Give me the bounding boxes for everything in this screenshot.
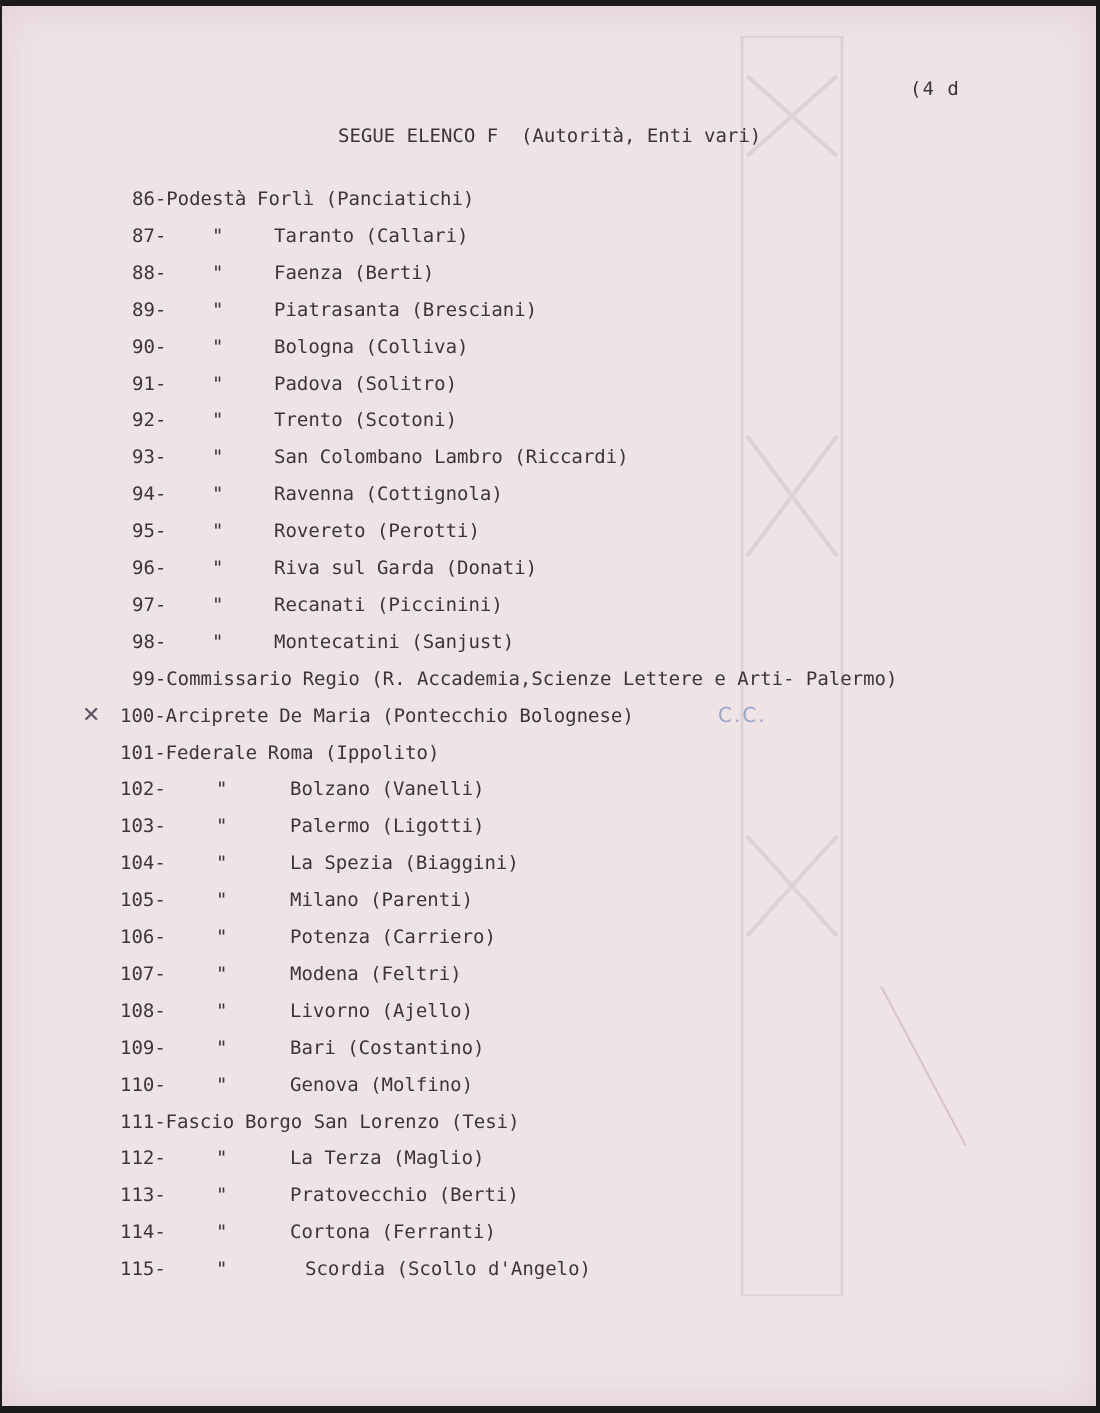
entry-number: 113- [120,1184,166,1207]
ditto-mark: " [216,962,228,985]
ditto-mark: " [212,593,224,616]
entry-role: Commissario [166,667,293,690]
ditto-mark: " [212,483,224,506]
ditto-mark: " [212,372,224,395]
entry-place: Padova (Solitro) [274,372,458,395]
entry-number: 86- [132,188,167,210]
entry-number: 103- [120,815,166,838]
entry-number: 112- [120,1147,166,1170]
handwritten-note: C.C. [718,703,767,727]
entry-place: Bari (Costantino) [290,1036,485,1059]
entry-number: 95- [132,520,167,543]
entry-place: Taranto (Callari) [274,224,469,247]
entry-number: 101- [120,741,166,764]
entry-number: 90- [132,335,167,358]
ditto-mark: " [212,520,224,543]
entry-place: Riva sul Garda (Donati) [274,557,538,579]
entry-number: 94- [132,483,167,506]
entry-place: De Maria (Pontecchio Bolognese) [279,704,634,727]
entry-number: 110- [120,1073,166,1096]
entry-place: Palermo (Ligotti) [290,815,485,838]
entry-number: 104- [120,852,166,875]
entry-place: Bolzano (Vanelli) [290,778,485,801]
entry-role: Podestà [166,188,247,210]
entry-number: 93- [132,446,167,469]
entry-place: Cortona (Ferranti) [290,1221,496,1244]
entry-number: 87- [132,224,167,247]
entry-number: 102- [120,778,166,801]
entry-place: Piatrasanta (Bresciani) [274,298,538,321]
ditto-mark: " [216,1036,228,1059]
entry-place: Livorno (Ajello) [290,999,474,1022]
entry-place: Modena (Feltri) [290,962,462,985]
entry-place: Faenza (Berti) [274,261,435,284]
entry-place: Ravenna (Cottignola) [274,483,503,506]
document-page [2,6,1096,1406]
entry-place: Recanati (Piccinini) [274,593,503,616]
ditto-mark: " [212,224,224,247]
ditto-mark: " [216,1184,228,1207]
entry-number: 105- [120,889,166,912]
ditto-mark: " [212,446,224,469]
entry-place: Pratovecchio (Berti) [290,1184,519,1207]
ditto-mark: " [212,630,224,653]
ditto-mark: " [212,261,224,284]
ditto-mark: " [216,852,228,875]
ditto-mark: " [216,1073,228,1096]
entry-number: 109- [120,1036,166,1059]
entry-number: 108- [120,999,166,1022]
entry-place: Regio (R. Accademia,Scienze Lettere e Arti- Palermo) [302,667,898,690]
ditto-mark: " [216,815,228,838]
entry-place: Genova (Molfino) [290,1073,474,1096]
ditto-mark: " [216,889,228,912]
ditto-mark: " [212,298,224,321]
entry-number: 88- [132,261,167,284]
ditto-mark: " [216,999,228,1022]
ditto-mark: " [216,778,228,801]
ditto-mark: " [212,409,224,432]
entry-role: Fascio [165,1110,235,1133]
entry-place: La Spezia (Biaggini) [290,852,519,875]
entry-number: 114- [120,1221,166,1244]
entry-role: Federale [165,741,258,764]
entry-number: 91- [132,372,167,395]
entry-place: Milano (Parenti) [290,889,474,912]
entry-place: Borgo San Lorenzo (Tesi) [245,1110,520,1133]
entry-number: 96- [132,557,167,579]
ditto-mark: " [216,1221,228,1244]
entry-place: Forlì (Panciatichi) [257,188,475,210]
entry-number: 106- [120,926,166,948]
entry-number: 97- [132,593,167,616]
paper-crease [880,986,966,1146]
entry-place: San Colombano Lambro (Riccardi) [274,446,629,469]
ditto-mark: " [216,926,228,948]
ditto-mark: " [212,335,224,358]
ditto-mark: " [216,1258,228,1281]
entry-number: 89- [132,298,167,321]
entry-place: La Terza (Maglio) [290,1147,485,1170]
entry-number: 111- [120,1110,166,1133]
entry-place: Roma (Ippolito) [267,741,440,764]
entry-number: 115- [120,1258,166,1281]
entry-number: 107- [120,962,166,985]
entry-place: Montecatini (Sanjust) [274,630,515,653]
entry-place: Scordia (Scollo d'Angelo) [305,1258,591,1281]
entry-number: 98- [132,630,167,653]
entry-number: 99- [132,667,167,690]
page-number: (4 d [910,78,960,100]
entry-place: Bologna (Colliva) [274,335,469,358]
entry-place: Trento (Scotoni) [274,409,458,432]
margin-x-mark: ✕ [82,703,101,728]
ditto-mark: " [216,1147,228,1170]
entry-role: Arciprete [165,704,269,727]
ditto-mark: " [212,557,224,579]
entry-place: Potenza (Carriero) [290,926,496,948]
entry-place: Rovereto (Perotti) [274,520,480,543]
document-title: SEGUE ELENCO F (Autorità, Enti vari) [338,125,762,147]
entry-number: 100- [120,704,166,727]
entry-number: 92- [132,409,167,432]
